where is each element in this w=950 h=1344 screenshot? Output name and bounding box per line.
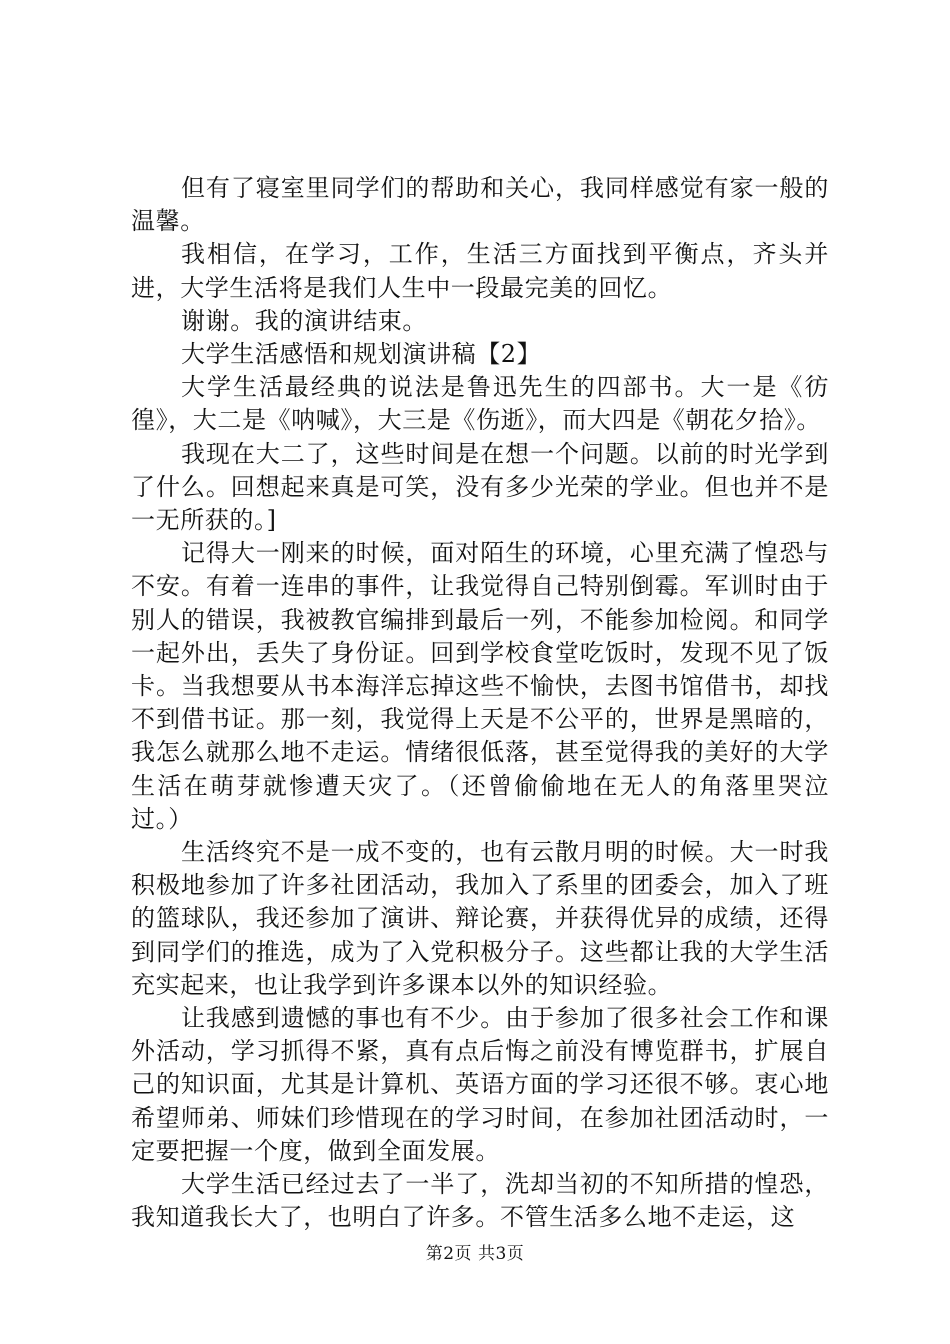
paragraph: 我相信，在学习，工作，生活三方面找到平衡点，齐头并进，大学生活将是我们人生中一段最完美的回忆。 — [131, 240, 829, 302]
paragraph: 大学生活已经过去了一半了，洗却当初的不知所措的惶恐，我知道我长大了，也明白了许多。不管生活多么地不走运，这 — [131, 1170, 829, 1232]
paragraph: 让我感到遗憾的事也有不少。由于参加了很多社会工作和课外活动，学习抓得不紧，真有点后悔之前没有博览群书，扩展自己的知识面，尤其是计算机、英语方面的学习还很不够。衷心地希望师弟、师妹们珍惜现在的学习时间，在参加社团活动时，一定要把握一个度，做到全面发展。 — [131, 1004, 829, 1165]
paragraph: 记得大一刚来的时候，面对陌生的环境，心里充满了惶恐与不安。有着一连串的事件，让我觉得自己特别倒霉。军训时由于别人的错误，我被教官编排到最后一列，不能参加检阅。和同学一起外出，丢失了身份证。回到学校食堂吃饭时，发现不见了饭卡。当我想要从书本海洋忘掉这些不愉快，去图书馆借书，却找不到借书证。那一刻，我觉得上天是不公平的，世界是黑暗的，我怎么就那么地不走运。情绪很低落，甚至觉得我的美好的大学生活在萌芽就惨遭天灾了。（还曾偷偷地在无人的角落里哭泣过。） — [131, 539, 829, 833]
paragraph: 大学生活最经典的说法是鲁迅先生的四部书。大一是《彷徨》，大二是《呐喊》，大三是《伤逝》，而大四是《朝花夕拾》。 — [131, 373, 829, 435]
section-heading: 大学生活感悟和规划演讲稿【2】 — [181, 340, 542, 369]
paragraph: 但有了寝室里同学们的帮助和关心，我同样感觉有家一般的温馨。 — [131, 174, 829, 236]
document-body — [131, 172, 829, 1235]
page-number-footer: 第2页 共3页 — [425, 1244, 525, 1264]
paragraph: 谢谢。我的演讲结束。 — [181, 306, 427, 335]
paragraph: 我现在大二了，这些时间是在想一个问题。以前的时光学到了什么。回想起来真是可笑，没有多少光荣的学业。但也并不是一无所获的。] — [131, 439, 829, 535]
paragraph: 生活终究不是一成不变的，也有云散月明的时候。大一时我积极地参加了许多社团活动，我加入了系里的团委会，加入了班的篮球队，我还参加了演讲、辩论赛，并获得优异的成绩，还得到同学们的推选，成为了入党积极分子。这些都让我的大学生活充实起来，也让我学到许多课本以外的知识经验。 — [131, 838, 829, 999]
